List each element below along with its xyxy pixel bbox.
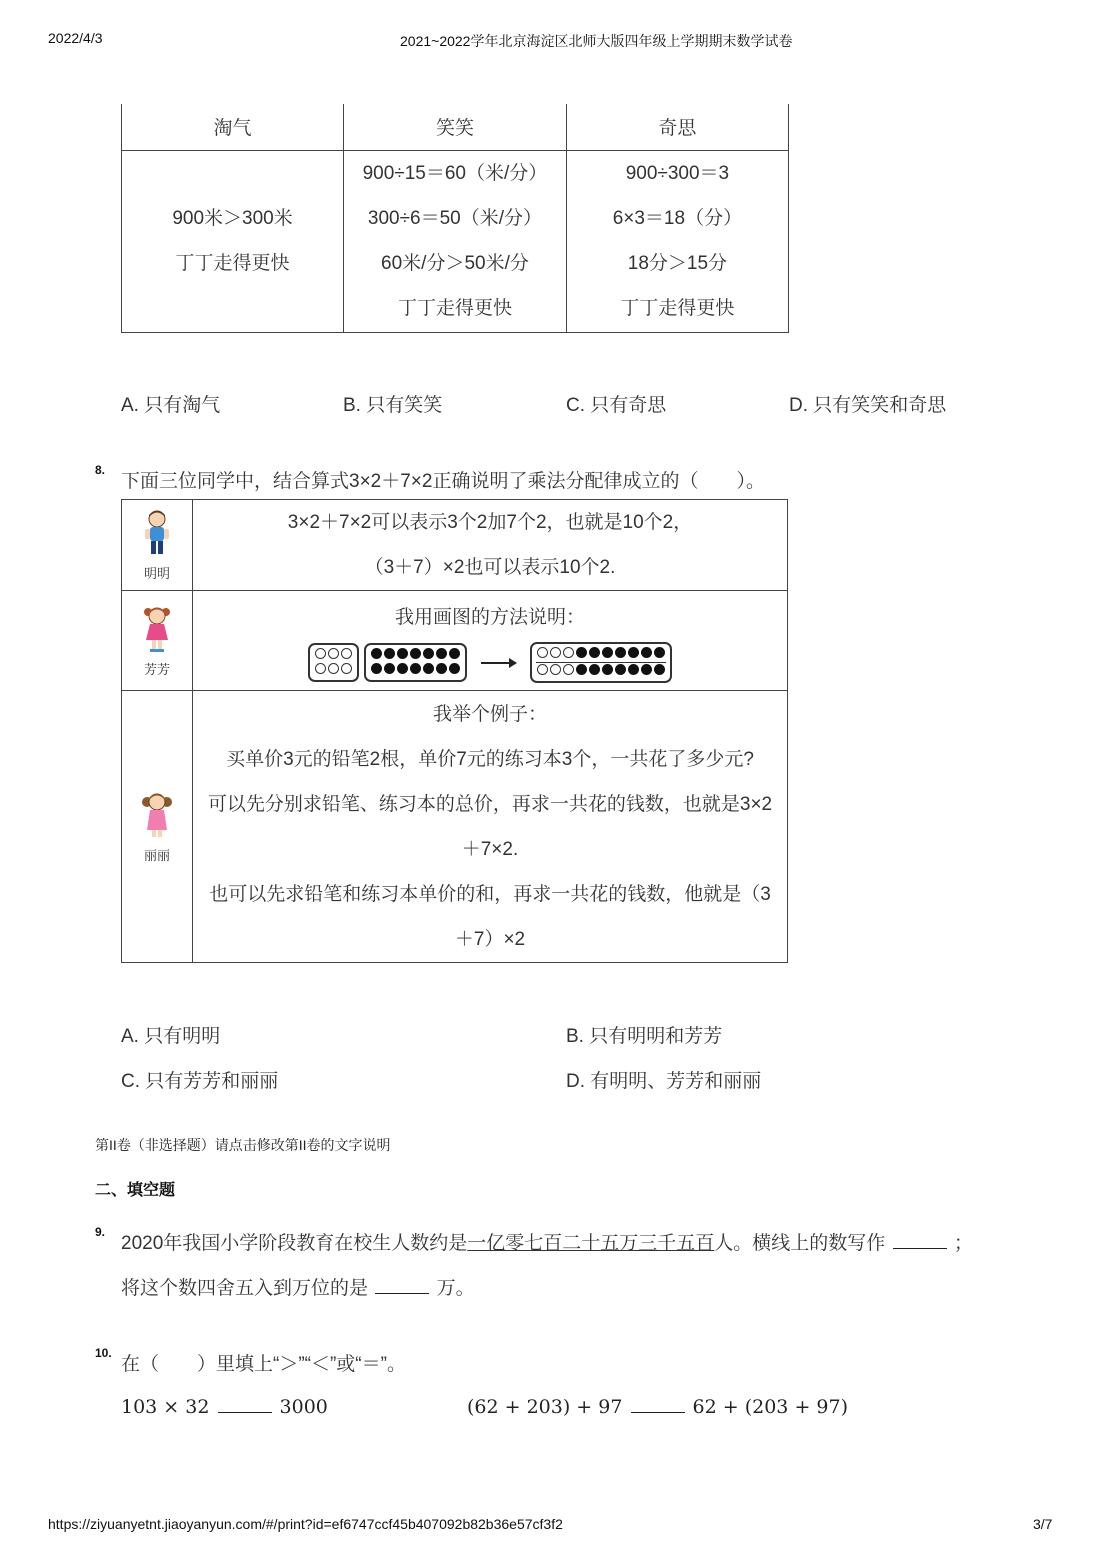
q9-text: 人。横线上的数写作 [714, 1233, 886, 1254]
q8-lili-explanation [193, 691, 788, 963]
section2-title: 二、填空题 [95, 1182, 176, 1199]
document-title: 2021~2022学年北京海淀区北师大版四年级上学期期末数学试卷 [400, 33, 793, 49]
page-number: 3/7 [1033, 1516, 1053, 1532]
q7-qisi-line: 18分＞15分 [627, 253, 728, 274]
q8-student-cell-lili [122, 691, 193, 963]
q8-lili-line: 我举个例子： [432, 703, 547, 725]
q8-student-cell-fangfang [122, 591, 193, 691]
q8-lili-line: ＋7×2. [461, 838, 519, 860]
dot-diagram [193, 640, 787, 686]
q10-expression-1 [121, 1394, 328, 1418]
q10-expression-2 [467, 1394, 848, 1418]
q10-answer-blank-2[interactable] [631, 1394, 685, 1413]
q7-qisi-line: 900÷300＝3 [625, 163, 730, 184]
q8-option-a[interactable]: A. 只有明明 [121, 1026, 221, 1047]
q9-line1 [121, 1228, 973, 1255]
black-dots-group-icon [364, 643, 467, 682]
q9-text: ； [953, 1233, 973, 1254]
q9-text: 将这个数四舍五入到万位的是 [121, 1278, 369, 1299]
q8-fangfang-explanation [193, 591, 788, 691]
q7-header-taoqi: 淘气 [122, 104, 344, 150]
q9-text: 万。 [436, 1278, 475, 1299]
q8-option-d[interactable]: D. 有明明、芳芳和丽丽 [566, 1071, 762, 1092]
combined-dots-group-icon [530, 642, 672, 683]
arrow-right-icon [479, 656, 519, 670]
q8-mingming-explanation [193, 500, 788, 591]
q8-option-c[interactable]: C. 只有芳芳和丽丽 [121, 1071, 279, 1092]
boy-avatar-icon [141, 508, 173, 558]
q9-text: 2020年我国小学阶段教育在校生人数约是 [121, 1233, 468, 1254]
q10-expr-right: 62 + (203 + 97) [692, 1396, 848, 1418]
q7-qisi-line: 6×3＝18（分） [612, 208, 743, 229]
q7-option-d[interactable]: D. 只有笑笑和奇思 [789, 395, 947, 416]
q9-number: 9. [95, 1225, 106, 1239]
q8-student-cell-mingming [122, 500, 193, 591]
q7-xiaoxiao-line: 60米/分＞50米/分 [381, 253, 529, 274]
q8-lili-line: ＋7）×2 [454, 928, 526, 950]
q7-xiaoxiao-line: 丁丁走得更快 [397, 298, 512, 319]
section2-note: 第II卷（非选择题）请点击修改第II卷的文字说明 [95, 1137, 391, 1153]
q7-cell-taoqi [122, 150, 344, 332]
q7-header-xiaoxiao: 笑笑 [344, 104, 567, 150]
q8-stem: 下面三位同学中，结合算式3×2＋7×2正确说明了乘法分配律成立的（ ）。 [121, 471, 765, 492]
q7-xiaoxiao-line: 900÷15＝60（米/分） [362, 163, 548, 184]
q10-answer-blank-1[interactable] [218, 1394, 272, 1413]
q8-mingming-line: （3＋7）×2也可以表示10个2. [364, 557, 616, 578]
q7-option-b[interactable]: B. 只有笑笑 [343, 395, 443, 416]
girl-avatar-icon [141, 790, 173, 840]
q8-student-name: 芳芳 [143, 661, 170, 677]
q9-line2 [121, 1273, 475, 1300]
q7-xiaoxiao-line: 300÷6＝50（米/分） [367, 208, 542, 229]
q9-answer-blank-2[interactable] [375, 1275, 429, 1294]
q8-lili-line: 买单价3元的铅笔2根，单价7元的练习本3个，一共花了多少元? [226, 748, 754, 770]
q7-cell-xiaoxiao [344, 150, 567, 332]
q7-header-qisi: 奇思 [566, 104, 788, 150]
girl-avatar-icon [141, 604, 173, 654]
q8-student-name: 明明 [143, 566, 170, 581]
q8-student-name: 丽丽 [143, 847, 170, 863]
q7-taoqi-line: 丁丁走得更快 [175, 253, 290, 274]
q8-number: 8. [95, 463, 106, 477]
q7-cell-qisi [566, 150, 788, 332]
q7-qisi-line: 丁丁走得更快 [620, 298, 735, 319]
q10-stem: 在（ ）里填上“＞”“＜”或“＝”。 [121, 1354, 406, 1375]
q7-comparison-table [121, 104, 789, 333]
q10-expr-left: (62 + 203) + 97 [467, 1396, 623, 1418]
q7-taoqi-line: 900米＞300米 [172, 208, 293, 229]
q10-number: 10. [95, 1346, 112, 1360]
page-url[interactable]: https://ziyuanyetnt.jiaoyanyun.com/#/print?id=ef6747ccf45b407092b82b36e57cf3f2 [48, 1516, 563, 1532]
q10-expr-left: 103 × 32 [121, 1396, 210, 1418]
q9-underlined-number: 一亿零七百二十五万三千五百 [467, 1233, 715, 1254]
q8-option-b[interactable]: B. 只有明明和芳芳 [566, 1026, 723, 1047]
q7-option-c[interactable]: C. 只有奇思 [566, 395, 667, 416]
q7-option-a[interactable]: A. 只有淘气 [121, 395, 221, 416]
q9-answer-blank-1[interactable] [893, 1230, 947, 1249]
q8-lili-line: 可以先分别求铅笔、练习本的总价，再求一共花的钱数，也就是3×2 [207, 793, 773, 815]
q10-expr-right: 3000 [279, 1396, 328, 1418]
q8-fangfang-line: 我用画图的方法说明： [394, 607, 585, 628]
q8-lili-line: 也可以先求铅笔和练习本单价的和，再求一共花的钱数，他就是（3 [209, 883, 771, 905]
white-dots-group-icon [308, 643, 359, 682]
q8-mingming-line: 3×2＋7×2可以表示3个2加7个2，也就是10个2， [287, 512, 693, 533]
print-date: 2022/4/3 [48, 30, 103, 46]
q8-explanation-table [121, 499, 788, 963]
